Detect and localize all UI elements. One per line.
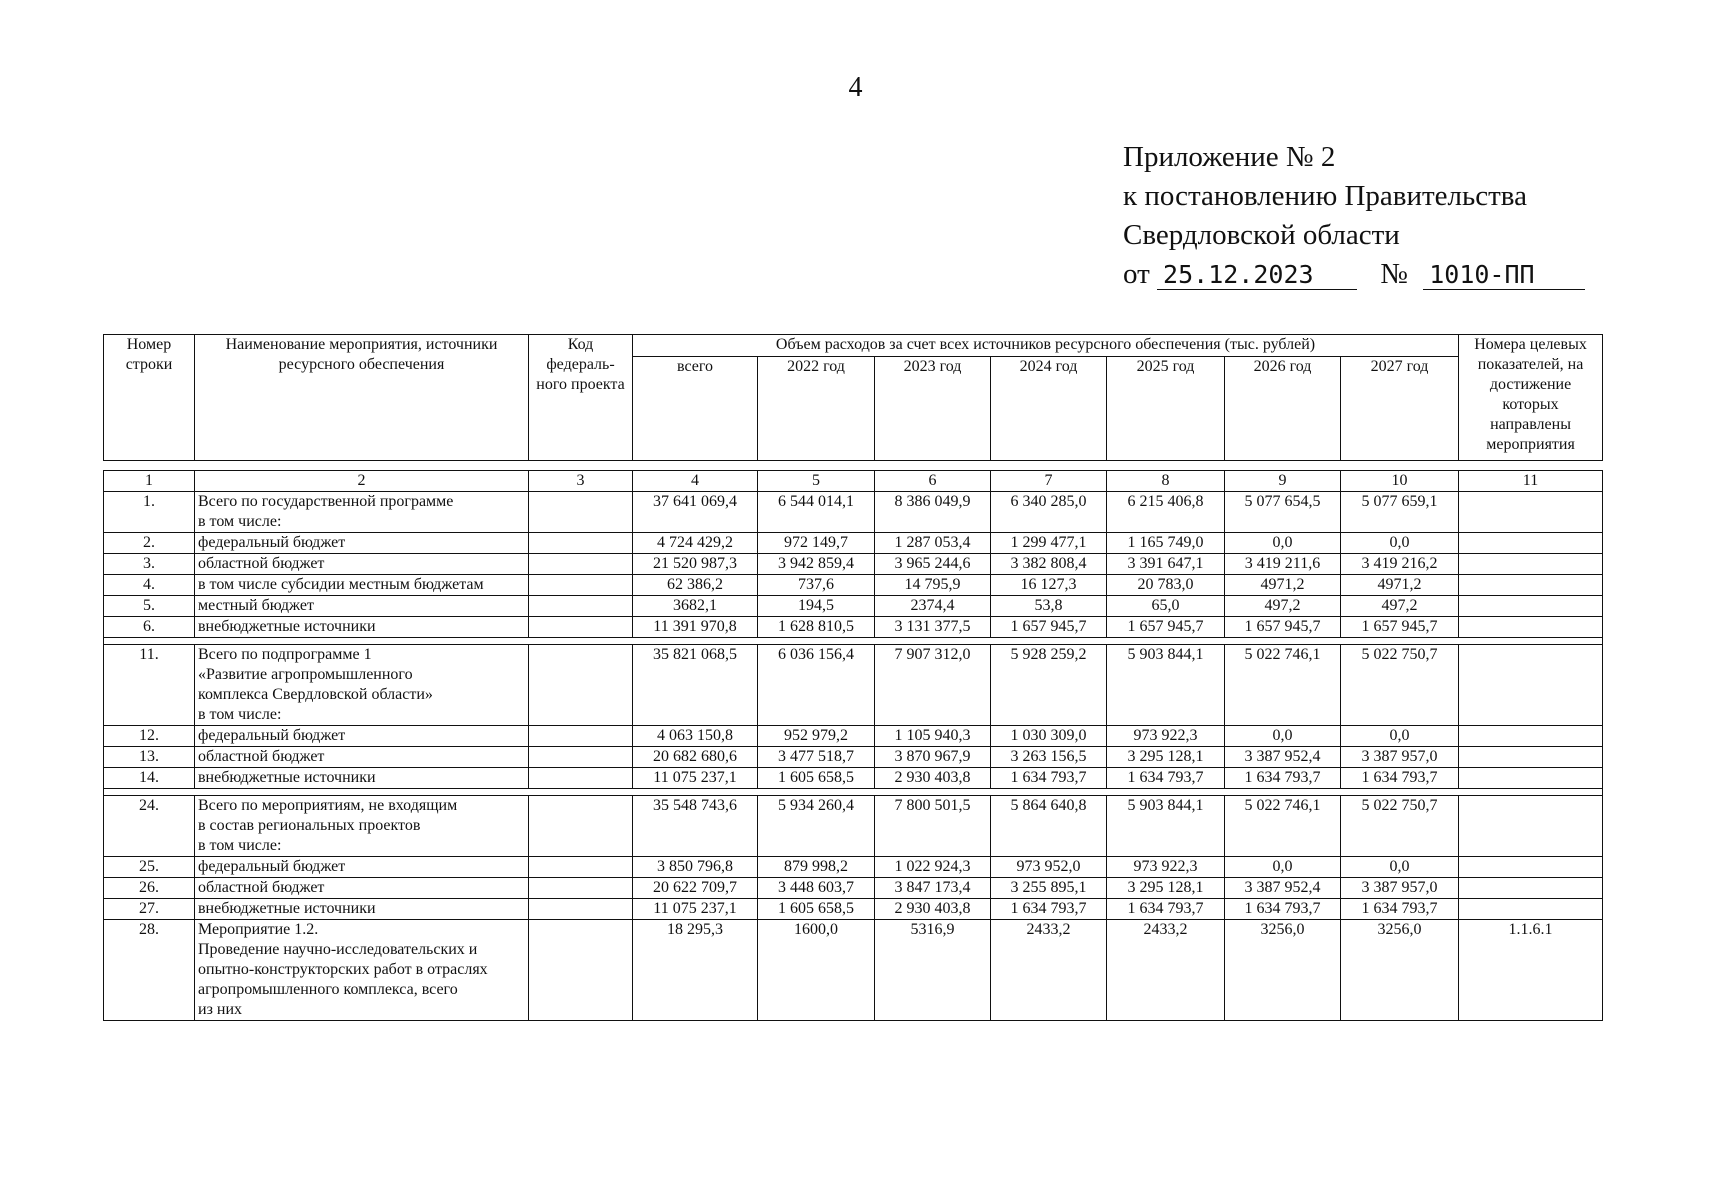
row-value-cell: 3 387 952,4 <box>1225 747 1341 768</box>
row-name-cell: внебюджетные источники <box>195 899 529 920</box>
row-value-cell: 5 022 746,1 <box>1225 796 1341 857</box>
table-row <box>104 617 1603 638</box>
row-value-cell: 5 022 750,7 <box>1341 796 1459 857</box>
row-value-cell: 4971,2 <box>1341 575 1459 596</box>
row-value-cell: 5316,9 <box>875 920 991 1021</box>
row-value-cell: 5 077 659,1 <box>1341 492 1459 533</box>
row-code-cell <box>529 726 633 747</box>
row-value-cell: 1 628 810,5 <box>758 617 875 638</box>
separator-cell <box>104 789 1603 796</box>
group-separator <box>104 638 1603 645</box>
row-value-cell: 3 850 796,8 <box>633 857 758 878</box>
row-value-cell: 1 299 477,1 <box>991 533 1107 554</box>
budget-table <box>103 470 1603 1021</box>
row-name-cell: областной бюджет <box>195 554 529 575</box>
row-value-cell: 3 448 603,7 <box>758 878 875 899</box>
row-value-cell: 8 386 049,9 <box>875 492 991 533</box>
row-value-cell: 18 295,3 <box>633 920 758 1021</box>
row-number-cell: 6. <box>104 617 195 638</box>
row-value-cell: 35 548 743,6 <box>633 796 758 857</box>
row-value-cell: 53,8 <box>991 596 1107 617</box>
row-value-cell: 3 295 128,1 <box>1107 878 1225 899</box>
separator-cell <box>104 638 1603 645</box>
row-target-cell <box>1459 796 1603 857</box>
row-value-cell: 16 127,3 <box>991 575 1107 596</box>
header-targets: Номера целевых показателей, на достижение которых направлены мероприятия <box>1459 335 1603 461</box>
table-row <box>104 857 1603 878</box>
row-value-cell: 3 382 808,4 <box>991 554 1107 575</box>
row-value-cell: 3682,1 <box>633 596 758 617</box>
row-target-cell: 1.1.6.1 <box>1459 920 1603 1021</box>
row-value-cell: 194,5 <box>758 596 875 617</box>
row-value-cell: 35 821 068,5 <box>633 645 758 726</box>
row-value-cell: 14 795,9 <box>875 575 991 596</box>
row-value-cell: 3 391 647,1 <box>1107 554 1225 575</box>
row-name-cell: Всего по мероприятиям, не входящим в состав региональных проектов в том числе: <box>195 796 529 857</box>
table-row <box>104 533 1603 554</box>
row-code-cell <box>529 554 633 575</box>
row-value-cell: 1600,0 <box>758 920 875 1021</box>
row-value-cell: 973 922,3 <box>1107 857 1225 878</box>
column-number-row <box>104 471 1603 492</box>
row-value-cell: 3 942 859,4 <box>758 554 875 575</box>
row-value-cell: 1 105 940,3 <box>875 726 991 747</box>
row-name-cell: Всего по подпрограмме 1 «Развитие агропромышленного комплекса Свердловской области» в том числе: <box>195 645 529 726</box>
row-value-cell: 5 928 259,2 <box>991 645 1107 726</box>
row-value-cell: 1 634 793,7 <box>991 768 1107 789</box>
row-value-cell: 3 295 128,1 <box>1107 747 1225 768</box>
column-number-cell: 10 <box>1341 471 1459 492</box>
row-value-cell: 1 634 793,7 <box>1341 768 1459 789</box>
table-row <box>104 726 1603 747</box>
row-value-cell: 6 215 406,8 <box>1107 492 1225 533</box>
row-value-cell: 1 030 309,0 <box>991 726 1107 747</box>
table-row <box>104 768 1603 789</box>
row-code-cell <box>529 575 633 596</box>
row-code-cell <box>529 492 633 533</box>
row-name-cell: областной бюджет <box>195 878 529 899</box>
row-value-cell: 3 387 957,0 <box>1341 878 1459 899</box>
row-value-cell: 2374,4 <box>875 596 991 617</box>
column-number-cell: 7 <box>991 471 1107 492</box>
appendix-title: Приложение № 2 <box>1123 141 1336 173</box>
row-target-cell <box>1459 617 1603 638</box>
row-code-cell <box>529 768 633 789</box>
row-value-cell: 1 165 749,0 <box>1107 533 1225 554</box>
row-value-cell: 20 682 680,6 <box>633 747 758 768</box>
header-2022: 2022 год <box>758 357 875 461</box>
row-value-cell: 37 641 069,4 <box>633 492 758 533</box>
row-value-cell: 0,0 <box>1225 533 1341 554</box>
row-value-cell: 7 800 501,5 <box>875 796 991 857</box>
row-name-cell: Мероприятие 1.2. Проведение научно-исследовательских и опытно-конструкторских работ в отраслях агропромышленного комплекса, всего из них <box>195 920 529 1021</box>
row-value-cell: 0,0 <box>1225 857 1341 878</box>
row-value-cell: 1 287 053,4 <box>875 533 991 554</box>
row-value-cell: 5 903 844,1 <box>1107 796 1225 857</box>
row-value-cell: 1 634 793,7 <box>1225 768 1341 789</box>
column-number-cell: 4 <box>633 471 758 492</box>
from-label: от <box>1123 258 1150 290</box>
row-value-cell: 3 131 377,5 <box>875 617 991 638</box>
appendix-block <box>1123 138 1585 294</box>
row-target-cell <box>1459 596 1603 617</box>
row-value-cell: 3 419 211,6 <box>1225 554 1341 575</box>
row-value-cell: 65,0 <box>1107 596 1225 617</box>
row-code-cell <box>529 899 633 920</box>
row-target-cell <box>1459 878 1603 899</box>
row-value-cell: 737,6 <box>758 575 875 596</box>
group-separator <box>104 789 1603 796</box>
row-value-cell: 4 063 150,8 <box>633 726 758 747</box>
row-value-cell: 11 075 237,1 <box>633 899 758 920</box>
table-row <box>104 796 1603 857</box>
row-value-cell: 3256,0 <box>1225 920 1341 1021</box>
table-body <box>104 471 1603 1021</box>
row-value-cell: 3256,0 <box>1341 920 1459 1021</box>
row-name-cell: внебюджетные источники <box>195 617 529 638</box>
column-number-cell: 6 <box>875 471 991 492</box>
row-value-cell: 973 922,3 <box>1107 726 1225 747</box>
page-number: 4 <box>848 72 863 103</box>
header-2024: 2024 год <box>991 357 1107 461</box>
row-value-cell: 3 477 518,7 <box>758 747 875 768</box>
row-name-cell: в том числе субсидии местным бюджетам <box>195 575 529 596</box>
row-value-cell: 1 605 658,5 <box>758 768 875 789</box>
column-number-cell: 9 <box>1225 471 1341 492</box>
row-target-cell <box>1459 645 1603 726</box>
row-value-cell: 20 622 709,7 <box>633 878 758 899</box>
column-number-cell: 8 <box>1107 471 1225 492</box>
header-2027: 2027 год <box>1341 357 1459 461</box>
row-code-cell <box>529 857 633 878</box>
row-value-cell: 1 657 945,7 <box>1341 617 1459 638</box>
row-value-cell: 2 930 403,8 <box>875 899 991 920</box>
number-label: № <box>1380 258 1408 290</box>
decree-number: 1010-ПП <box>1423 261 1585 290</box>
row-value-cell: 2 930 403,8 <box>875 768 991 789</box>
column-number-cell: 11 <box>1459 471 1603 492</box>
row-value-cell: 2433,2 <box>1107 920 1225 1021</box>
header-name: Наименование мероприятия, источники ресурсного обеспечения <box>195 335 529 461</box>
column-number-cell: 2 <box>195 471 529 492</box>
row-value-cell: 3 387 952,4 <box>1225 878 1341 899</box>
table-row <box>104 554 1603 575</box>
row-code-cell <box>529 920 633 1021</box>
row-value-cell: 973 952,0 <box>991 857 1107 878</box>
row-name-cell: Всего по государственной программе в том числе: <box>195 492 529 533</box>
header-code: Код федераль-ного проекта <box>529 335 633 461</box>
row-number-cell: 28. <box>104 920 195 1021</box>
table-row <box>104 492 1603 533</box>
row-value-cell: 1 634 793,7 <box>1225 899 1341 920</box>
row-code-cell <box>529 596 633 617</box>
row-value-cell: 1 634 793,7 <box>991 899 1107 920</box>
row-value-cell: 5 077 654,5 <box>1225 492 1341 533</box>
row-value-cell: 3 255 895,1 <box>991 878 1107 899</box>
row-name-cell: федеральный бюджет <box>195 857 529 878</box>
table-row <box>104 747 1603 768</box>
row-number-cell: 2. <box>104 533 195 554</box>
row-number-cell: 5. <box>104 596 195 617</box>
row-code-cell <box>529 796 633 857</box>
row-target-cell <box>1459 747 1603 768</box>
row-value-cell: 497,2 <box>1341 596 1459 617</box>
row-code-cell <box>529 533 633 554</box>
row-value-cell: 5 864 640,8 <box>991 796 1107 857</box>
table-row <box>104 596 1603 617</box>
appendix-subtitle: к постановлению Правительства <box>1123 180 1527 212</box>
row-value-cell: 1 657 945,7 <box>1107 617 1225 638</box>
table-row <box>104 575 1603 596</box>
row-name-cell: областной бюджет <box>195 747 529 768</box>
row-value-cell: 7 907 312,0 <box>875 645 991 726</box>
row-value-cell: 20 783,0 <box>1107 575 1225 596</box>
row-value-cell: 3 387 957,0 <box>1341 747 1459 768</box>
row-value-cell: 0,0 <box>1341 533 1459 554</box>
row-value-cell: 0,0 <box>1341 857 1459 878</box>
appendix-region: Свердловской области <box>1123 219 1400 251</box>
decree-date: 25.12.2023 <box>1157 261 1357 290</box>
row-value-cell: 5 022 750,7 <box>1341 645 1459 726</box>
table-header <box>103 334 1603 461</box>
row-value-cell: 0,0 <box>1341 726 1459 747</box>
row-value-cell: 11 075 237,1 <box>633 768 758 789</box>
row-value-cell: 11 391 970,8 <box>633 617 758 638</box>
row-code-cell <box>529 878 633 899</box>
row-value-cell: 4 724 429,2 <box>633 533 758 554</box>
row-number-cell: 26. <box>104 878 195 899</box>
row-value-cell: 5 903 844,1 <box>1107 645 1225 726</box>
appendix-date-line <box>1123 255 1585 294</box>
row-value-cell: 3 870 967,9 <box>875 747 991 768</box>
row-value-cell: 6 340 285,0 <box>991 492 1107 533</box>
table-row <box>104 899 1603 920</box>
row-value-cell: 21 520 987,3 <box>633 554 758 575</box>
row-value-cell: 6 036 156,4 <box>758 645 875 726</box>
row-value-cell: 879 998,2 <box>758 857 875 878</box>
row-target-cell <box>1459 575 1603 596</box>
row-target-cell <box>1459 857 1603 878</box>
table-row <box>104 920 1603 1021</box>
row-value-cell: 6 544 014,1 <box>758 492 875 533</box>
row-value-cell: 4971,2 <box>1225 575 1341 596</box>
row-value-cell: 972 149,7 <box>758 533 875 554</box>
row-name-cell: внебюджетные источники <box>195 768 529 789</box>
row-target-cell <box>1459 899 1603 920</box>
column-number-cell: 1 <box>104 471 195 492</box>
row-value-cell: 1 634 793,7 <box>1107 899 1225 920</box>
row-value-cell: 1 605 658,5 <box>758 899 875 920</box>
row-value-cell: 5 934 260,4 <box>758 796 875 857</box>
row-number-cell: 12. <box>104 726 195 747</box>
column-number-cell: 5 <box>758 471 875 492</box>
row-number-cell: 27. <box>104 899 195 920</box>
table-row <box>104 878 1603 899</box>
row-value-cell: 1 022 924,3 <box>875 857 991 878</box>
row-name-cell: федеральный бюджет <box>195 533 529 554</box>
header-total: всего <box>633 357 758 461</box>
row-target-cell <box>1459 533 1603 554</box>
row-code-cell <box>529 617 633 638</box>
row-target-cell <box>1459 726 1603 747</box>
row-number-cell: 13. <box>104 747 195 768</box>
row-value-cell: 3 965 244,6 <box>875 554 991 575</box>
column-number-cell: 3 <box>529 471 633 492</box>
row-value-cell: 497,2 <box>1225 596 1341 617</box>
row-value-cell: 3 847 173,4 <box>875 878 991 899</box>
row-number-cell: 4. <box>104 575 195 596</box>
row-number-cell: 1. <box>104 492 195 533</box>
row-code-cell <box>529 747 633 768</box>
row-target-cell <box>1459 492 1603 533</box>
row-number-cell: 24. <box>104 796 195 857</box>
table-row <box>104 645 1603 726</box>
header-row-number: Номер строки <box>104 335 195 461</box>
row-name-cell: федеральный бюджет <box>195 726 529 747</box>
row-value-cell: 1 634 793,7 <box>1107 768 1225 789</box>
row-value-cell: 0,0 <box>1225 726 1341 747</box>
row-code-cell <box>529 645 633 726</box>
header-2023: 2023 год <box>875 357 991 461</box>
row-value-cell: 1 657 945,7 <box>991 617 1107 638</box>
row-target-cell <box>1459 768 1603 789</box>
row-value-cell: 1 634 793,7 <box>1341 899 1459 920</box>
header-volume: Объем расходов за счет всех источников ресурсного обеспечения (тыс. рублей) <box>633 335 1459 357</box>
row-target-cell <box>1459 554 1603 575</box>
row-value-cell: 3 419 216,2 <box>1341 554 1459 575</box>
row-number-cell: 11. <box>104 645 195 726</box>
row-value-cell: 2433,2 <box>991 920 1107 1021</box>
row-number-cell: 3. <box>104 554 195 575</box>
row-value-cell: 3 263 156,5 <box>991 747 1107 768</box>
row-number-cell: 14. <box>104 768 195 789</box>
row-value-cell: 952 979,2 <box>758 726 875 747</box>
row-value-cell: 1 657 945,7 <box>1225 617 1341 638</box>
row-value-cell: 62 386,2 <box>633 575 758 596</box>
row-name-cell: местный бюджет <box>195 596 529 617</box>
row-number-cell: 25. <box>104 857 195 878</box>
header-2026: 2026 год <box>1225 357 1341 461</box>
header-2025: 2025 год <box>1107 357 1225 461</box>
row-value-cell: 5 022 746,1 <box>1225 645 1341 726</box>
